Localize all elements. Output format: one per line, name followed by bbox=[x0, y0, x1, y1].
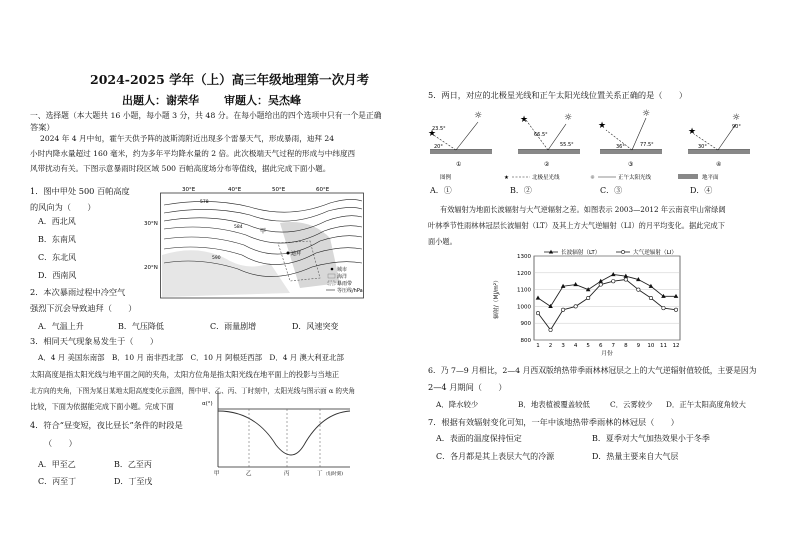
time-label: 戊(时刻) bbox=[326, 472, 344, 477]
q7-option-a[interactable]: A．表面的温度保持恒定 bbox=[436, 434, 522, 443]
sun-icon: ☼ bbox=[474, 111, 483, 121]
intro-line-2: 小时内降水量超过 160 毫米，约为多年平均降水量的 2 倍。此次极端天气过程的形成与中纬度西 bbox=[30, 149, 356, 158]
svg-text:等压线/hPa: 等压线/hPa bbox=[337, 288, 363, 294]
svg-text:30°: 30° bbox=[698, 144, 707, 150]
contour-label: 578 bbox=[200, 200, 209, 205]
y-tick-label: 1300 bbox=[517, 254, 531, 260]
legend-marker bbox=[621, 250, 624, 253]
lon-label-40: 40°E bbox=[228, 187, 242, 193]
x-tick-label: 5 bbox=[586, 343, 590, 349]
star-icon: ★ bbox=[688, 127, 697, 137]
sun-icon: ☼ bbox=[564, 113, 573, 123]
dubai-city-dot bbox=[287, 252, 290, 255]
y-tick-label: 900 bbox=[520, 321, 531, 328]
x-tick-label: 11 bbox=[659, 343, 667, 349]
q7-option-b[interactable]: B．夏季对大气加热效果小于冬季 bbox=[592, 434, 710, 443]
pressure-map bbox=[144, 183, 364, 299]
q2-option-b[interactable]: B．气压降低 bbox=[118, 322, 164, 331]
x-tick-label: 8 bbox=[624, 343, 628, 349]
data-point-li bbox=[649, 296, 652, 299]
page-title: 2024-2025 学年（上）高三年级地理第一次月考 bbox=[90, 72, 370, 87]
rad-intro-1: 有效辐射为地面长波辐射与大气逆辐射之差。如图表示 2003—2012 年云南哀牢山常绿阔 bbox=[440, 205, 726, 214]
q6-option-b[interactable]: B．地表植被覆盖较低 bbox=[518, 400, 590, 409]
panel-1 bbox=[428, 111, 492, 154]
data-point-li bbox=[599, 283, 602, 286]
star-icon: ★ bbox=[598, 121, 607, 131]
sun-icon: ☼ bbox=[732, 113, 741, 123]
star-icon: ★ bbox=[428, 129, 437, 139]
x-tick-label: 2 bbox=[548, 343, 553, 349]
sun-icon: ☼ bbox=[642, 109, 651, 119]
x-tick-label: 4 bbox=[573, 343, 578, 349]
svg-text:北极星光线: 北极星光线 bbox=[532, 175, 560, 181]
q2-option-c[interactable]: C．雨量剧增 bbox=[210, 322, 257, 331]
q3-options[interactable]: A．4 月 美国东南部 B．10 月 南非西北部 C．10 月 阿根廷西部 D．4 月 澳大利亚北部 bbox=[38, 353, 344, 362]
y-axis-label: 辐射/（MJ/m²） bbox=[494, 277, 500, 319]
svg-text:海洋: 海洋 bbox=[337, 274, 348, 280]
rad-intro-3: 面小题。 bbox=[428, 237, 457, 246]
q2-stem-2: 强烈下沉会导致迪拜（ ） bbox=[30, 303, 137, 313]
q2-option-a[interactable]: A．气温上升 bbox=[38, 322, 84, 331]
star-icon: ★ bbox=[520, 115, 529, 125]
data-point-li bbox=[637, 288, 640, 291]
mark-jia: 甲 bbox=[260, 228, 267, 235]
q6-option-d[interactable]: D．正午太阳高度角较大 bbox=[666, 400, 746, 409]
reviewer-label: 审题人：吴杰峰 bbox=[224, 94, 301, 107]
time-label: 甲 bbox=[214, 471, 220, 477]
legend-label: 大气逆辐射（LI） bbox=[633, 250, 677, 256]
q4-option-a[interactable]: A．甲至乙 bbox=[38, 460, 76, 469]
lat-label-20: 20°N bbox=[144, 265, 158, 271]
data-point-lt bbox=[573, 282, 578, 286]
svg-text:77.5°: 77.5° bbox=[640, 142, 654, 148]
mark-dubai: 迪拜 bbox=[291, 251, 302, 257]
q2-stem: 2．本次暴雨过程中冷空气 bbox=[30, 287, 126, 297]
data-point-lt bbox=[536, 296, 541, 300]
svg-text:36°: 36° bbox=[616, 144, 625, 150]
q5-stem: 5．两日，对应的北极星光线和正午太阳光线位置关系正确的是（ ） bbox=[428, 90, 688, 100]
q7-option-d[interactable]: D．热量主要来自大气层 bbox=[592, 452, 679, 461]
svg-text:☼: ☼ bbox=[590, 175, 595, 181]
q6-stem-2: 2—4 月期间（ ） bbox=[428, 382, 507, 392]
svg-text:23.5°: 23.5° bbox=[432, 126, 446, 132]
sun-ylabel: α(°) bbox=[202, 401, 213, 407]
svg-text:66.5°: 66.5° bbox=[534, 132, 548, 138]
q1-stem-2: 的风向为（ ） bbox=[30, 202, 96, 212]
panel-4 bbox=[688, 113, 750, 154]
q1-option-d[interactable]: D．西南风 bbox=[38, 271, 77, 280]
q4-stem: 4．符合“昼变短，夜比昼长”条件的时段是 bbox=[30, 420, 183, 430]
lon-label-50: 50°E bbox=[272, 187, 286, 193]
panel-3 bbox=[598, 109, 662, 154]
svg-text:地平面: 地平面 bbox=[702, 175, 719, 181]
legend-label: 长波辐射（LT） bbox=[561, 250, 601, 256]
lon-label-30: 30°E bbox=[182, 187, 196, 193]
contour-label: 590 bbox=[212, 256, 221, 261]
data-point-li bbox=[624, 278, 627, 281]
q5-option-c[interactable]: C．③ bbox=[600, 186, 623, 195]
section-heading-2: 答案） bbox=[30, 122, 55, 132]
intro-line-6: 比较，下面为依据能完成下面小题。完成下面 bbox=[30, 402, 174, 411]
svg-text:正午太阳光线: 正午太阳光线 bbox=[618, 175, 652, 181]
q6-option-c[interactable]: C．云雾较少 bbox=[610, 400, 653, 409]
series-line-2 bbox=[538, 280, 676, 330]
q4-option-d[interactable]: D．丁至戊 bbox=[114, 477, 153, 486]
time-label: 丙 bbox=[284, 471, 290, 477]
q4-stem-2: （ ） bbox=[44, 438, 77, 448]
x-tick-label: 3 bbox=[561, 343, 565, 349]
svg-text:★: ★ bbox=[504, 175, 509, 181]
data-point-li bbox=[586, 296, 589, 299]
q5-option-d[interactable]: D．④ bbox=[690, 186, 713, 195]
x-tick-label: 12 bbox=[672, 343, 680, 349]
svg-text:55.5°: 55.5° bbox=[560, 142, 574, 148]
data-point-li bbox=[549, 328, 552, 331]
q1-option-a[interactable]: A．西北风 bbox=[38, 217, 76, 226]
data-point-li bbox=[612, 280, 615, 283]
q1-stem: 1．图中甲处 500 百帕高度 bbox=[30, 186, 130, 196]
altitude-curve bbox=[218, 411, 350, 455]
setter-label: 出题人：谢荣华 bbox=[122, 94, 199, 107]
svg-text:城市: 城市 bbox=[337, 267, 348, 273]
radiation-chart bbox=[488, 244, 688, 364]
panel-2 bbox=[518, 113, 580, 154]
section-heading: 一、选择题（本大题共 16 小题，每小题 3 分，共 48 分。在每小题给出的四个选项中只有一个是正确 bbox=[30, 111, 382, 120]
q6-option-a[interactable]: A．降水较少 bbox=[436, 400, 479, 409]
panel-num: ① bbox=[456, 161, 462, 168]
lat-label-30: 30°N bbox=[144, 221, 158, 227]
q1-option-c[interactable]: C．东北风 bbox=[38, 253, 77, 262]
polaris-legend bbox=[440, 173, 719, 181]
panel-num: ② bbox=[544, 161, 550, 168]
intro-line-5: 北方向的夹角，下图为某日某地太阳高度变化示意图，图中甲、乙、丙、丁时刻中，太阳光线与图示面 α 的夹角 bbox=[30, 387, 356, 395]
q7-stem: 7．根据有效辐射变化可知，一年中该地热带季雨林的林冠层（ ） bbox=[428, 417, 679, 427]
q1-option-b[interactable]: B．东南风 bbox=[38, 235, 76, 244]
q4-option-c[interactable]: C．丙至丁 bbox=[38, 477, 77, 486]
data-point-li bbox=[674, 308, 677, 311]
intro-line-4: 太阳高度是指太阳光线与地平面之间的夹角，太阳方位角是指太阳光线在地平面上的投影与当地正 bbox=[30, 370, 340, 379]
intro-line-3: 风带扰动有关。下图示意暴雨时段区域 500 百帕高度场分布等值线，据此完成下面小题。 bbox=[30, 164, 331, 173]
svg-text:图例: 图例 bbox=[440, 175, 452, 181]
data-point-lt bbox=[611, 272, 616, 276]
x-tick-label: 6 bbox=[598, 343, 603, 349]
q7-option-c[interactable]: C．各月都是其上表层大气的冷源 bbox=[436, 452, 555, 461]
time-label: 乙 bbox=[246, 471, 252, 477]
data-point-li bbox=[574, 305, 577, 308]
time-label: 丁 bbox=[317, 471, 323, 477]
y-tick-label: 1000 bbox=[517, 304, 531, 311]
y-tick-label: 800 bbox=[520, 338, 531, 344]
panel-num: ③ bbox=[628, 161, 634, 168]
panel-num: ④ bbox=[716, 161, 722, 168]
q2-option-d[interactable]: D．风速突变 bbox=[292, 322, 339, 331]
rad-intro-2: 叶林季节性雨林林冠层长波辐射（LT）及其上方大气逆辐射（LI）的月平均变化。据此完成下 bbox=[428, 221, 725, 230]
data-point-li bbox=[662, 306, 665, 309]
y-tick-label: 1100 bbox=[517, 287, 531, 294]
x-tick-label: 7 bbox=[611, 343, 616, 349]
q5-option-b[interactable]: B．② bbox=[510, 186, 532, 195]
y-tick-label: 1200 bbox=[517, 270, 531, 277]
x-tick-label: 9 bbox=[636, 343, 641, 349]
svg-text:90°: 90° bbox=[732, 124, 741, 130]
data-point-li bbox=[536, 311, 539, 314]
data-point-lt bbox=[661, 294, 666, 298]
data-point-lt bbox=[674, 294, 679, 298]
q6-stem: 6．乃 7—9 月相比，2—4 月西双版纳热带季雨林林冠层之上的大气逆辐射值较低，主要是因为 bbox=[428, 366, 757, 375]
x-tick-label: 10 bbox=[647, 343, 655, 349]
polaris-diagram bbox=[426, 104, 756, 182]
q4-option-b[interactable]: B．乙至丙 bbox=[114, 460, 152, 469]
svg-text:暴雨带: 暴雨带 bbox=[337, 281, 353, 287]
q5-option-a[interactable]: A．① bbox=[430, 186, 452, 195]
q3-stem: 3．相同天气现象易发生于（ ） bbox=[30, 336, 159, 346]
intro-line-1: 2024 年 4 月中旬，霍午天供予阵的波斯湾附近出现多个雷暴天气，形成暴雨，迪拜 24 bbox=[40, 134, 335, 143]
data-point-li bbox=[561, 308, 564, 311]
svg-text:20°: 20° bbox=[434, 144, 443, 150]
x-tick-label: 1 bbox=[536, 343, 540, 349]
contour-label: 584 bbox=[234, 225, 243, 230]
sun-altitude-diagram bbox=[200, 383, 360, 478]
x-axis-label: 月份 bbox=[601, 351, 613, 357]
lon-label-60: 60°E bbox=[316, 187, 330, 193]
